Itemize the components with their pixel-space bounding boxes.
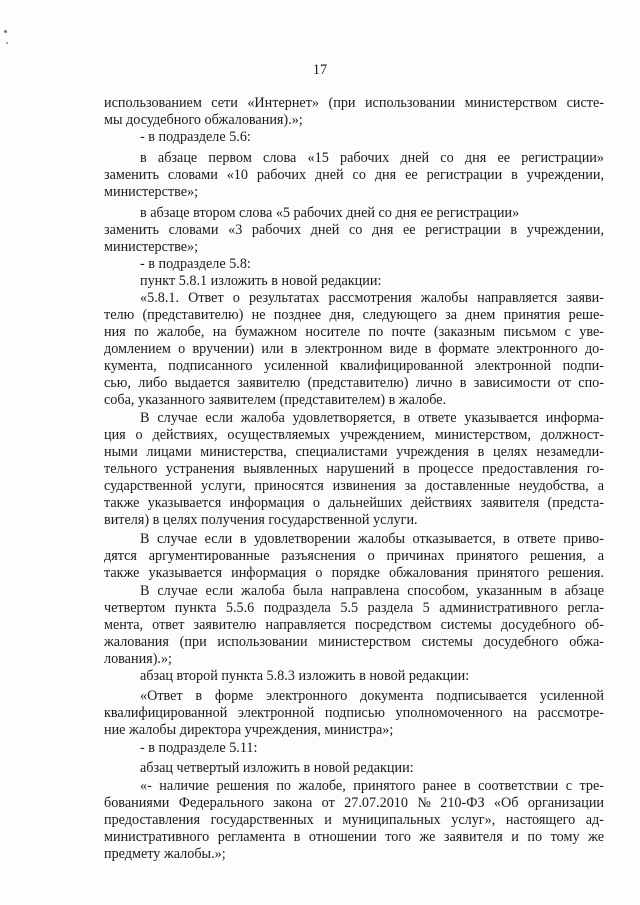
- text-line: В случае если жалоба удовлетворяется, в ответе указывается информа-: [140, 410, 604, 426]
- text-line: предоставления государственных и муниципальных услуг», настоящего ад-: [104, 812, 604, 828]
- text-line: предмету жалобы.»;: [104, 846, 226, 862]
- text-line: в абзаце втором слова «5 рабочих дней со дня ее регистрации»: [140, 205, 520, 221]
- text-line: тельного устранения выявленных нарушений в процессе предоставления го-: [104, 461, 604, 477]
- text-line: сью, либо выдается заявителю (представителю) лично в зависимости от спо-: [104, 375, 604, 391]
- scan-artifact: [6, 42, 8, 44]
- text-line: - в подразделе 5.6:: [140, 129, 251, 145]
- text-line: квалифицированной электронной подписью уполномоченного на рассмотре-: [104, 705, 604, 721]
- text-line: дятся аргументированные разъяснения о причинах принятого решения, а: [104, 548, 604, 564]
- text-line: вителя) в целях получения государственной услуги.: [104, 512, 418, 528]
- text-line: ция о действиях, осуществляемых учреждением, министерством, должност-: [104, 427, 604, 443]
- text-line: телю (представителю) не позднее дня, следующего за днем принятия реше-: [104, 307, 604, 323]
- text-line: сударственной услуги, приносятся извинения за доставленные неудобства, а: [104, 478, 604, 494]
- text-line: министерстве»;: [104, 239, 199, 255]
- text-line: бованиями Федерального закона от 27.07.2010 № 210-ФЗ «Об организации: [104, 795, 604, 811]
- text-line: В случае если жалоба была направлена способом, указанным в абзаце: [140, 583, 604, 599]
- text-line: «- наличие решения по жалобе, принятого ранее в соответствии с тре-: [140, 778, 604, 794]
- scan-artifact: [4, 30, 7, 33]
- text-line: кумента, подписанного усиленной квалифицированной электронной подпи-: [104, 358, 604, 374]
- text-line: заменить словами «10 рабочих дней со дня ее регистрации в учреждении,: [104, 167, 604, 183]
- text-line: - в подразделе 5.11:: [140, 740, 258, 756]
- text-line: соба, указанного заявителем (представителем) в жалобе.: [104, 392, 447, 408]
- text-line: домлением о вручении) или в электронном виде в формате электронного до-: [104, 341, 604, 357]
- text-line: ными лицами министерства, специалистами учреждения в целях незамедли-: [104, 444, 604, 460]
- text-line: лования).»;: [104, 651, 173, 667]
- text-line: - в подразделе 5.8:: [140, 256, 251, 272]
- text-line: заменить словами «3 рабочих дней со дня ее регистрации в учреждении,: [104, 222, 604, 238]
- text-line: ния по жалобе, на бумажном носителе по почте (заказным письмом с уве-: [104, 324, 604, 340]
- text-line: министерстве»;: [104, 184, 199, 200]
- text-line: четвертом пункта 5.5.6 подраздела 5.5 раздела 5 административного регла-: [104, 600, 604, 616]
- text-line: абзац четвертый изложить в новой редакции:: [140, 760, 414, 776]
- text-line: министративного регламента в отношении того же заявителя и по тому же: [104, 829, 604, 845]
- page-number: 17: [312, 62, 328, 78]
- text-line: пункт 5.8.1 изложить в новой редакции:: [140, 273, 382, 289]
- text-line: также указывается информация о дальнейших действиях заявителя (предста-: [104, 495, 604, 511]
- text-line: также указывается информация о порядке обжалования принятого решения.: [104, 565, 604, 581]
- text-line: ние жалобы директора учреждения, министра»;: [104, 722, 394, 738]
- text-line: мы досудебного обжалования).»;: [104, 112, 303, 128]
- text-line: «Ответ в форме электронного документа подписывается усиленной: [140, 688, 604, 704]
- text-line: использованием сети «Интернет» (при использовании министерством систе-: [104, 95, 604, 111]
- text-line: в абзаце первом слова «15 рабочих дней со дня ее регистрации»: [140, 150, 604, 166]
- text-line: абзац второй пункта 5.8.3 изложить в новой редакции:: [140, 668, 470, 684]
- text-line: мента, ответ заявителю направляется посредством системы досудебного об-: [104, 617, 604, 633]
- text-line: В случае если в удовлетворении жалобы отказывается, в ответе приво-: [140, 531, 604, 547]
- text-line: жалования (при использовании министерством системы досудебного обжа-: [104, 634, 604, 650]
- text-line: «5.8.1. Ответ о результатах рассмотрения жалобы направляется заяви-: [140, 290, 604, 306]
